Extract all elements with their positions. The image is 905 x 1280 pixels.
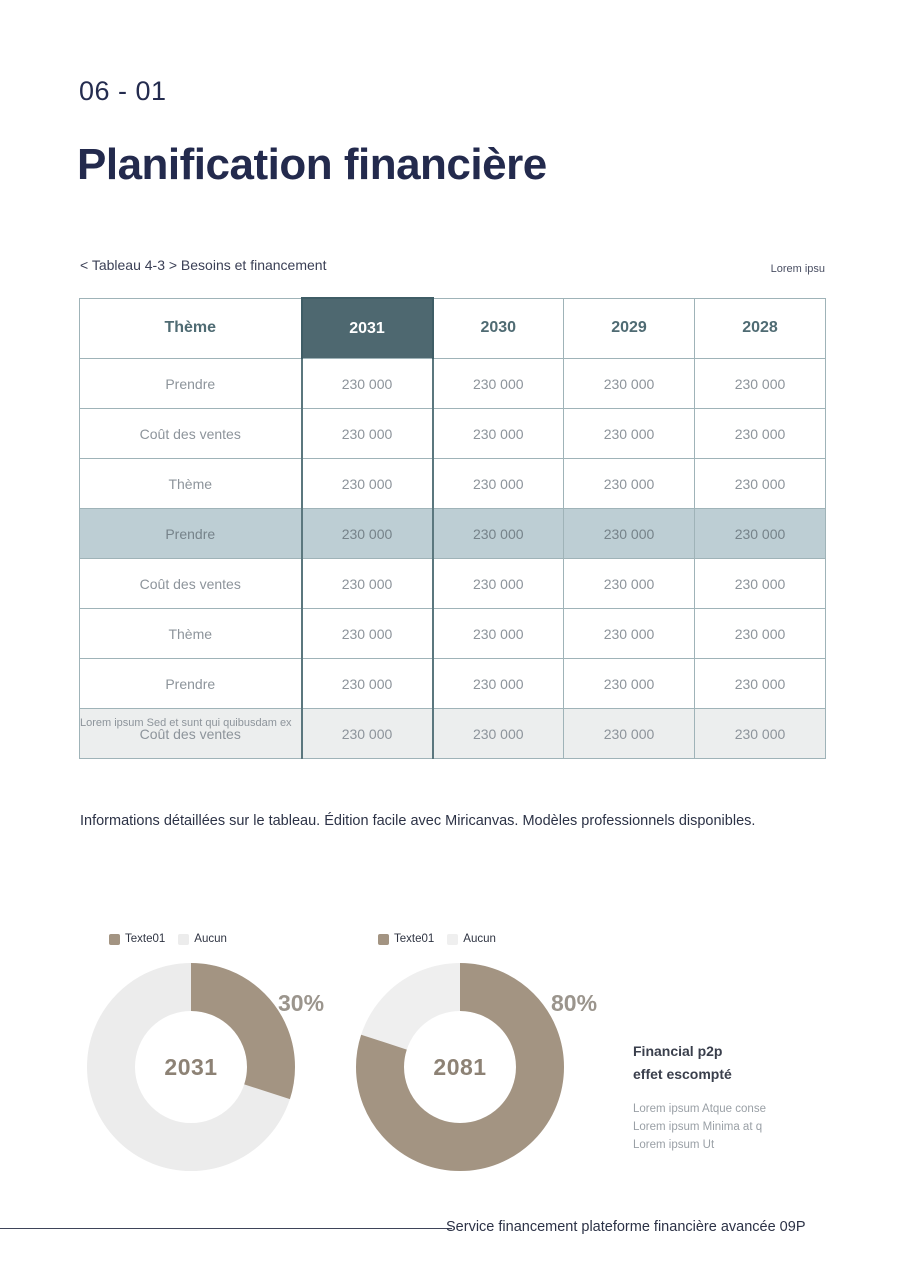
page-title: Planification financière [77, 140, 547, 189]
table-cell-value: 230 000 [302, 559, 433, 609]
column-header-2029: 2029 [564, 298, 695, 359]
table-cell-label: Coût des ventes [80, 409, 302, 459]
legend-label: Texte01 [125, 933, 166, 945]
table-cell-value: 230 000 [433, 409, 564, 459]
table-row [80, 609, 826, 659]
legend-item-aucun [178, 933, 227, 945]
donut-1-percent-label: 30% [278, 990, 325, 1016]
table-cell-label: Coût des ventes [80, 559, 302, 609]
info-title-line2: effet escompté [633, 1066, 732, 1082]
table-row [80, 409, 826, 459]
table-cell-label: Prendre [80, 659, 302, 709]
table-cell-label: Coût des ventes [80, 709, 302, 759]
table-cell-label: Thème [80, 609, 302, 659]
donut-1-ring [86, 962, 296, 1172]
info-block [633, 1040, 843, 1154]
column-header-2030: 2030 [433, 298, 564, 359]
info-list-item: Lorem ipsum Minima at q [633, 1121, 763, 1133]
donut-2-ring [355, 962, 565, 1172]
donut-2-percent-label: 80% [551, 990, 598, 1016]
donut-chart-2031 [86, 930, 325, 1172]
table-cell-value: 230 000 [695, 359, 826, 409]
table-row [80, 659, 826, 709]
info-list-item: Lorem ipsum Ut [633, 1139, 715, 1151]
table-cell-value: 230 000 [564, 609, 695, 659]
table-caption-note: Lorem ipsu [770, 263, 825, 275]
table-cell-value: 230 000 [433, 359, 564, 409]
table-cell-value: 230 000 [564, 409, 695, 459]
table-header-row [80, 298, 826, 359]
body-paragraph: Informations détaillées sur le tableau. Édition facile avec Miricanvas. Modèles professionnels disponibles. [80, 813, 756, 829]
legend-label: Aucun [194, 933, 227, 945]
donut-1-legend [109, 930, 296, 948]
donut-2-center-label: 2081 [433, 1053, 487, 1080]
table-cell-value: 230 000 [433, 609, 564, 659]
table-cell-value: 230 000 [695, 509, 826, 559]
table-cell-value: 230 000 [564, 459, 695, 509]
column-header-theme: Thème [80, 298, 302, 359]
legend-swatch-icon [178, 934, 189, 945]
table-cell-value: 230 000 [302, 409, 433, 459]
column-header-2028: 2028 [695, 298, 826, 359]
table-cell-value: 230 000 [302, 509, 433, 559]
table-cell-value: 230 000 [695, 559, 826, 609]
table-cell-value: 230 000 [564, 559, 695, 609]
table-cell-label: Prendre [80, 359, 302, 409]
table-row [80, 359, 826, 409]
info-title-line1: Financial p2p [633, 1043, 723, 1059]
legend-swatch-icon [447, 934, 458, 945]
table-cell-value: 230 000 [695, 409, 826, 459]
legend-label: Aucun [463, 933, 496, 945]
column-header-2031: 2031 [302, 298, 433, 359]
legend-swatch-icon [378, 934, 389, 945]
table-footnote: Lorem ipsum Sed et sunt qui quibusdam ex [80, 717, 292, 729]
info-list-item: Lorem ipsum Atque conse [633, 1103, 766, 1115]
table-cell-value: 230 000 [564, 359, 695, 409]
table-cell-value: 230 000 [695, 709, 826, 759]
donut-2-legend [378, 930, 565, 948]
table-cell-value: 230 000 [433, 659, 564, 709]
table-row [80, 709, 826, 759]
table-caption: < Tableau 4-3 > Besoins et financement [80, 257, 327, 273]
legend-swatch-icon [109, 934, 120, 945]
table-cell-label: Prendre [80, 509, 302, 559]
footer-text: Service financement plateforme financière avancée 09P [446, 1219, 806, 1235]
table-body [80, 359, 826, 759]
info-list [633, 1100, 843, 1154]
table-cell-value: 230 000 [433, 459, 564, 509]
table-cell-value: 230 000 [695, 609, 826, 659]
table-cell-value: 230 000 [302, 459, 433, 509]
table-row [80, 459, 826, 509]
donut-chart-2081 [355, 930, 598, 1172]
table-cell-value: 230 000 [695, 659, 826, 709]
table-cell-value: 230 000 [695, 459, 826, 509]
table-cell-label: Thème [80, 459, 302, 509]
table-cell-value: 230 000 [302, 659, 433, 709]
table-cell-value: 230 000 [433, 709, 564, 759]
table-cell-value: 230 000 [564, 709, 695, 759]
footer-divider [0, 1228, 452, 1229]
table-cell-value: 230 000 [302, 359, 433, 409]
page-number: 06 - 01 [79, 76, 167, 106]
legend-item-aucun [447, 933, 496, 945]
legend-item-texte01 [109, 933, 165, 945]
donut-1-center-label: 2031 [164, 1053, 218, 1080]
legend-item-texte01 [378, 933, 434, 945]
table-cell-value: 230 000 [433, 559, 564, 609]
legend-label: Texte01 [394, 933, 435, 945]
table-row [80, 559, 826, 609]
table-cell-value: 230 000 [302, 609, 433, 659]
table-cell-value: 230 000 [433, 509, 564, 559]
table-cell-value: 230 000 [564, 659, 695, 709]
table-cell-value: 230 000 [302, 709, 433, 759]
table-row [80, 509, 826, 559]
financial-table [79, 297, 826, 759]
table-cell-value: 230 000 [564, 509, 695, 559]
